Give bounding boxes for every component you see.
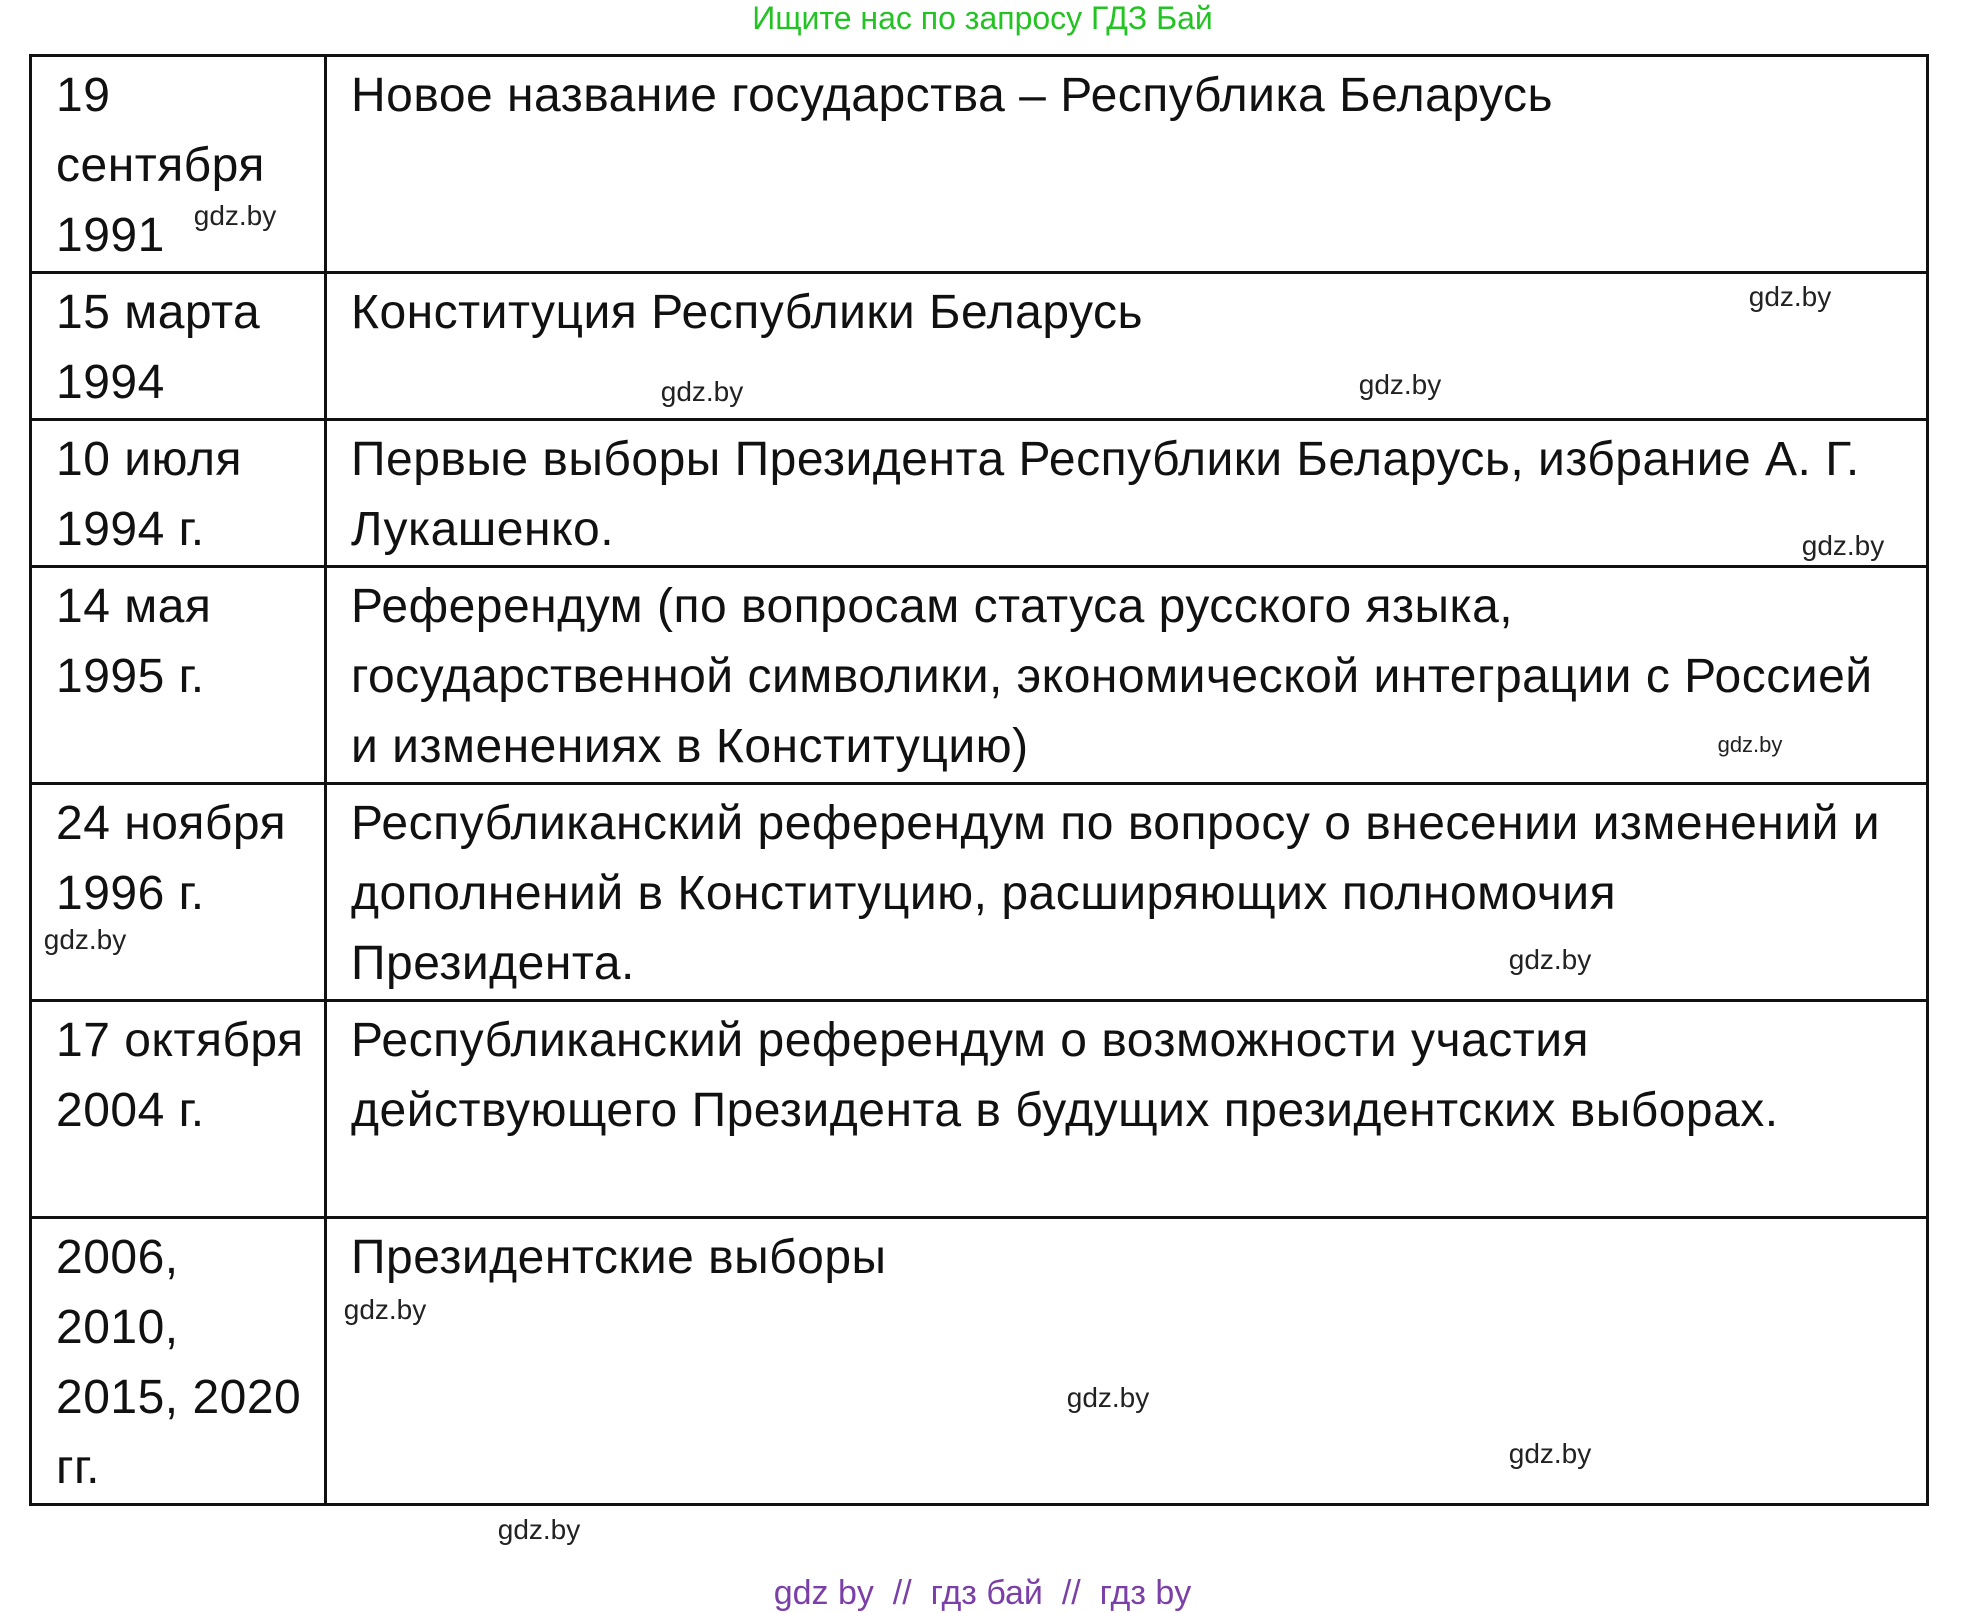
date-cell: 14 мая 1995 г.	[31, 567, 326, 784]
date-cell: 19 сентября 1991	[31, 56, 326, 273]
watermark: gdz.by	[43, 924, 127, 955]
date-cell: 2006, 2010, 2015, 2020 гг.	[31, 1218, 326, 1505]
event-cell: Первые выборы Президента Республики Беларусь, избрание А. Г. Лукашенко.	[326, 420, 1928, 567]
watermark: gdz.by	[1748, 281, 1832, 312]
date-cell: 15 марта 1994	[31, 273, 326, 420]
table-row	[31, 1218, 1928, 1505]
footer-watermark: gdz by // гдз бай // гдз by	[773, 1574, 1192, 1612]
history-dates-table	[29, 54, 1929, 1506]
table-row	[31, 56, 1928, 273]
table-row	[31, 784, 1928, 1001]
event-cell: Республиканский референдум о возможности участия действующего Президента в будущих президентских выборах.	[326, 1001, 1928, 1218]
watermark: gdz.by	[497, 1514, 581, 1545]
date-cell: 10 июля 1994 г.	[31, 420, 326, 567]
date-cell: 24 ноября 1996 г.	[31, 784, 326, 1001]
watermark: gdz.by	[193, 200, 277, 231]
watermark: gdz.by	[660, 376, 744, 407]
watermark: gdz.by	[1717, 732, 1783, 757]
event-cell: Конституция Республики Беларусь	[326, 273, 1928, 420]
event-cell: Республиканский референдум по вопросу о внесении изменений и дополнений в Конституцию, расширяющих полномочия Президента.	[326, 784, 1928, 1001]
event-cell: Новое название государства – Республика Беларусь	[326, 56, 1928, 273]
event-cell: Президентские выборы	[326, 1218, 1928, 1505]
watermark: gdz.by	[1066, 1382, 1150, 1413]
watermark: gdz.by	[1508, 1438, 1592, 1469]
table-row	[31, 273, 1928, 420]
table-row	[31, 567, 1928, 784]
table-row	[31, 1001, 1928, 1218]
watermark: gdz.by	[1801, 530, 1885, 561]
search-hint-banner: Ищите нас по запросу ГДЗ Бай	[752, 0, 1213, 36]
table-row	[31, 420, 1928, 567]
event-cell: Референдум (по вопросам статуса русского языка, государственной символики, экономической интеграции с Россией и изменениях в Конституцию)	[326, 567, 1928, 784]
watermark: gdz.by	[1508, 944, 1592, 975]
watermark: gdz.by	[343, 1294, 427, 1325]
watermark: gdz.by	[1358, 369, 1442, 400]
date-cell: 17 октября 2004 г.	[31, 1001, 326, 1218]
